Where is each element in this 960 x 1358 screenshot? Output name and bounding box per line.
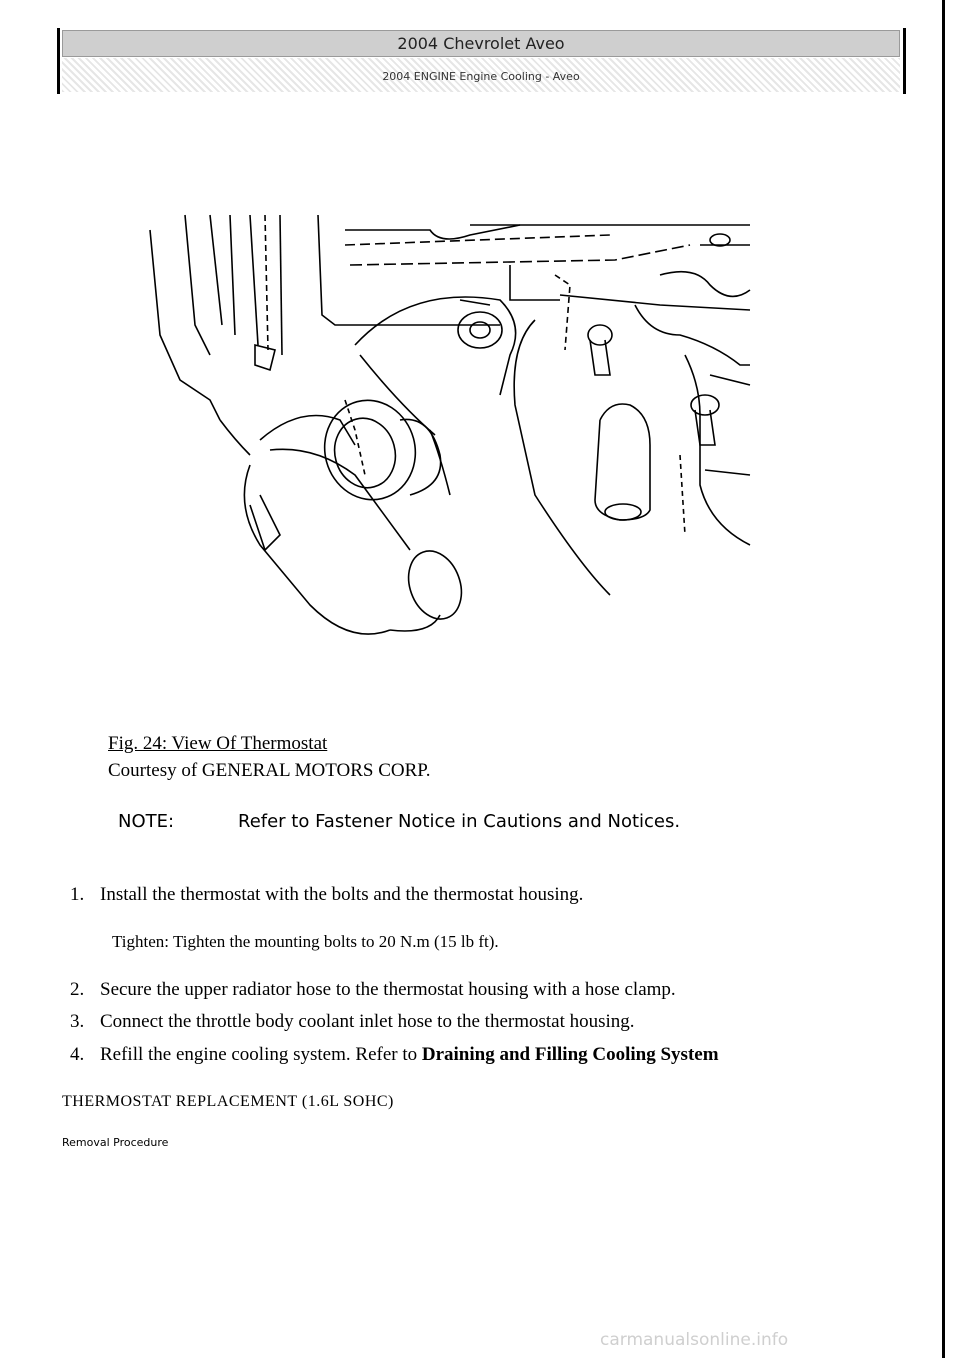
step-2	[70, 979, 676, 1001]
step-text: Connect the throttle body coolant inlet hose to the thermostat housing.	[100, 1011, 635, 1032]
tighten-spec: Tighten: Tighten the mounting bolts to 20 N.m (15 lb ft).	[112, 932, 499, 951]
note-label: NOTE:	[118, 811, 175, 832]
draining-filling-link[interactable]: Draining and Filling Cooling System	[421, 1044, 719, 1065]
figure-courtesy: Courtesy of GENERAL MOTORS CORP.	[108, 760, 431, 781]
step-text: Refill the engine cooling system. Refer to	[100, 1044, 422, 1065]
figure-caption	[108, 730, 431, 784]
step-1	[70, 884, 583, 906]
header-left-border	[57, 28, 60, 94]
step-number: 4.	[70, 1044, 85, 1065]
watermark: carmanualsonline.info	[600, 1330, 789, 1350]
step-number: 3.	[70, 1011, 85, 1032]
step-text: Install the thermostat with the bolts and the thermostat housing.	[100, 884, 584, 905]
section-title: THERMOSTAT REPLACEMENT (1.6L SOHC)	[62, 1093, 394, 1110]
step-text: Secure the upper radiator hose to the thermostat housing with a hose clamp.	[100, 979, 676, 1000]
header-right-border	[903, 28, 906, 94]
step-3	[70, 1011, 635, 1033]
step-4	[70, 1044, 719, 1066]
document-title: 2004 Chevrolet Aveo	[62, 30, 900, 57]
document-subtitle: 2004 ENGINE Engine Cooling - Aveo	[62, 58, 900, 92]
step-number: 2.	[70, 979, 85, 1000]
subsection-title: Removal Procedure	[62, 1136, 169, 1149]
page-edge	[942, 0, 960, 1358]
thermostat-illustration	[140, 205, 760, 665]
note-text: Refer to Fastener Notice in Cautions and Notices.	[238, 811, 681, 832]
figure-title-link[interactable]: Fig. 24: View Of Thermostat	[108, 733, 328, 754]
step-number: 1.	[70, 884, 85, 905]
